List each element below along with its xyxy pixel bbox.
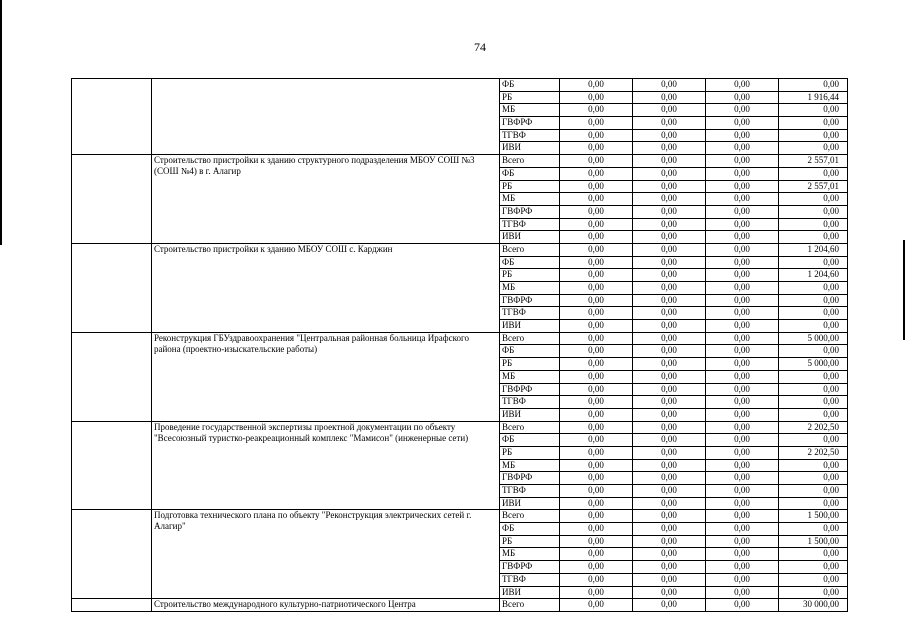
funding-source: ГВФРФ (500, 472, 560, 485)
funding-source: ФБ (500, 523, 560, 536)
amount-v3: 0,00 (706, 243, 779, 256)
code-cell (72, 243, 152, 256)
amount-v4: 0,00 (779, 104, 848, 117)
amount-v4: 0,00 (779, 193, 848, 206)
code-cell (72, 205, 152, 218)
amount-v4: 0,00 (779, 408, 848, 421)
code-cell (72, 408, 152, 421)
amount-v2: 0,00 (633, 218, 706, 231)
amount-v1: 0,00 (560, 256, 633, 269)
amount-v2: 0,00 (633, 446, 706, 459)
funding-source: ТГВФ (500, 573, 560, 586)
amount-v3: 0,00 (706, 586, 779, 599)
amount-v2: 0,00 (633, 599, 706, 612)
amount-v1: 0,00 (560, 117, 633, 130)
amount-v4: 0,00 (779, 497, 848, 510)
funding-source: РБ (500, 358, 560, 371)
page-number: 74 (474, 40, 486, 54)
amount-v4: 0,00 (779, 320, 848, 333)
amount-v3: 0,00 (706, 205, 779, 218)
amount-v2: 0,00 (633, 155, 706, 168)
amount-v1: 0,00 (560, 320, 633, 333)
funding-source: ТГВФ (500, 129, 560, 142)
amount-v3: 0,00 (706, 294, 779, 307)
amount-v4: 0,00 (779, 523, 848, 536)
amount-v4: 2 557,01 (779, 180, 848, 193)
code-cell (72, 535, 152, 548)
code-cell (72, 117, 152, 130)
amount-v2: 0,00 (633, 485, 706, 498)
funding-source: ТГВФ (500, 218, 560, 231)
code-cell (72, 91, 152, 104)
amount-v4: 2 202,50 (779, 421, 848, 434)
amount-v2: 0,00 (633, 421, 706, 434)
amount-v4: 30 000,00 (779, 599, 848, 612)
amount-v4: 1 916,44 (779, 91, 848, 104)
amount-v3: 0,00 (706, 548, 779, 561)
code-cell (72, 180, 152, 193)
funding-source: ТГВФ (500, 396, 560, 409)
code-cell (72, 256, 152, 269)
amount-v2: 0,00 (633, 497, 706, 510)
amount-v2: 0,00 (633, 434, 706, 447)
code-cell (72, 459, 152, 472)
amount-v1: 0,00 (560, 586, 633, 599)
amount-v4: 2 202,50 (779, 446, 848, 459)
amount-v2: 0,00 (633, 573, 706, 586)
amount-v4: 0,00 (779, 345, 848, 358)
amount-v4: 0,00 (779, 586, 848, 599)
project-title (152, 79, 500, 155)
amount-v4: 0,00 (779, 129, 848, 142)
amount-v3: 0,00 (706, 358, 779, 371)
code-cell (72, 332, 152, 345)
amount-v4: 0,00 (779, 231, 848, 244)
amount-v1: 0,00 (560, 345, 633, 358)
funding-source: ГВФРФ (500, 117, 560, 130)
amount-v2: 0,00 (633, 282, 706, 295)
funding-source: РБ (500, 269, 560, 282)
funding-source: ФБ (500, 434, 560, 447)
amount-v2: 0,00 (633, 307, 706, 320)
funding-source: ИВИ (500, 497, 560, 510)
code-cell (72, 79, 152, 92)
funding-source: Всего (500, 510, 560, 523)
amount-v1: 0,00 (560, 383, 633, 396)
amount-v1: 0,00 (560, 599, 633, 612)
amount-v4: 0,00 (779, 548, 848, 561)
amount-v1: 0,00 (560, 205, 633, 218)
code-cell (72, 294, 152, 307)
amount-v2: 0,00 (633, 167, 706, 180)
amount-v2: 0,00 (633, 561, 706, 574)
amount-v2: 0,00 (633, 142, 706, 155)
funding-source: МБ (500, 282, 560, 295)
code-cell (72, 396, 152, 409)
funding-source: МБ (500, 459, 560, 472)
funding-source: ИВИ (500, 408, 560, 421)
project-title: Подготовка технического плана по объекту "Реконструкция электрических сетей г. Алагир" (152, 510, 500, 599)
budget-table-body (72, 79, 848, 612)
amount-v3: 0,00 (706, 561, 779, 574)
amount-v4: 1 204,60 (779, 243, 848, 256)
amount-v1: 0,00 (560, 282, 633, 295)
funding-source: Всего (500, 243, 560, 256)
amount-v2: 0,00 (633, 459, 706, 472)
amount-v2: 0,00 (633, 510, 706, 523)
amount-v1: 0,00 (560, 497, 633, 510)
amount-v1: 0,00 (560, 91, 633, 104)
funding-source: РБ (500, 91, 560, 104)
amount-v1: 0,00 (560, 358, 633, 371)
table-row (72, 421, 848, 434)
code-cell (72, 434, 152, 447)
amount-v4: 0,00 (779, 561, 848, 574)
amount-v1: 0,00 (560, 408, 633, 421)
funding-source: ГВФРФ (500, 294, 560, 307)
amount-v2: 0,00 (633, 332, 706, 345)
amount-v4: 0,00 (779, 167, 848, 180)
amount-v1: 0,00 (560, 218, 633, 231)
amount-v4: 0,00 (779, 205, 848, 218)
funding-source: РБ (500, 446, 560, 459)
amount-v2: 0,00 (633, 408, 706, 421)
amount-v1: 0,00 (560, 243, 633, 256)
funding-source: ТГВФ (500, 485, 560, 498)
amount-v1: 0,00 (560, 535, 633, 548)
amount-v2: 0,00 (633, 370, 706, 383)
amount-v3: 0,00 (706, 155, 779, 168)
amount-v4: 0,00 (779, 383, 848, 396)
amount-v1: 0,00 (560, 79, 633, 92)
amount-v4: 0,00 (779, 472, 848, 485)
amount-v2: 0,00 (633, 243, 706, 256)
amount-v4: 0,00 (779, 142, 848, 155)
funding-source: Всего (500, 421, 560, 434)
amount-v1: 0,00 (560, 548, 633, 561)
code-cell (72, 561, 152, 574)
amount-v1: 0,00 (560, 231, 633, 244)
code-cell (72, 370, 152, 383)
code-cell (72, 155, 152, 168)
amount-v1: 0,00 (560, 180, 633, 193)
funding-source: ФБ (500, 167, 560, 180)
amount-v3: 0,00 (706, 117, 779, 130)
code-cell (72, 599, 152, 612)
amount-v2: 0,00 (633, 269, 706, 282)
amount-v4: 0,00 (779, 370, 848, 383)
amount-v2: 0,00 (633, 104, 706, 117)
code-cell (72, 231, 152, 244)
project-title: Проведение государственной экспертизы проектной документации по объекту "Всесоюзный туристко-реакреационный комплекс "Мамисон" (инженерные сети) (152, 421, 500, 510)
amount-v3: 0,00 (706, 269, 779, 282)
code-cell (72, 421, 152, 434)
amount-v4: 0,00 (779, 396, 848, 409)
amount-v2: 0,00 (633, 117, 706, 130)
table-row (72, 510, 848, 523)
amount-v2: 0,00 (633, 256, 706, 269)
amount-v1: 0,00 (560, 307, 633, 320)
code-cell (72, 497, 152, 510)
amount-v1: 0,00 (560, 193, 633, 206)
code-cell (72, 383, 152, 396)
amount-v1: 0,00 (560, 485, 633, 498)
code-cell (72, 193, 152, 206)
amount-v3: 0,00 (706, 142, 779, 155)
amount-v1: 0,00 (560, 142, 633, 155)
amount-v4: 0,00 (779, 459, 848, 472)
code-cell (72, 320, 152, 333)
amount-v3: 0,00 (706, 408, 779, 421)
amount-v4: 1 500,00 (779, 535, 848, 548)
amount-v1: 0,00 (560, 523, 633, 536)
amount-v1: 0,00 (560, 155, 633, 168)
amount-v1: 0,00 (560, 167, 633, 180)
code-cell (72, 307, 152, 320)
amount-v4: 0,00 (779, 294, 848, 307)
code-cell (72, 282, 152, 295)
amount-v2: 0,00 (633, 523, 706, 536)
funding-source: ГВФРФ (500, 205, 560, 218)
amount-v3: 0,00 (706, 421, 779, 434)
code-cell (72, 472, 152, 485)
funding-source: ИВИ (500, 142, 560, 155)
amount-v3: 0,00 (706, 510, 779, 523)
code-cell (72, 446, 152, 459)
funding-source: МБ (500, 193, 560, 206)
amount-v3: 0,00 (706, 282, 779, 295)
amount-v2: 0,00 (633, 586, 706, 599)
amount-v4: 0,00 (779, 79, 848, 92)
table-row (72, 155, 848, 168)
code-cell (72, 485, 152, 498)
amount-v3: 0,00 (706, 446, 779, 459)
amount-v2: 0,00 (633, 345, 706, 358)
amount-v2: 0,00 (633, 358, 706, 371)
table-row (72, 599, 848, 612)
amount-v4: 0,00 (779, 218, 848, 231)
project-title: Строительство пристройки к зданию структурного подразделения МБОУ СОШ №3 (СОШ №4) в г. Алагир (152, 155, 500, 244)
amount-v3: 0,00 (706, 256, 779, 269)
amount-v2: 0,00 (633, 91, 706, 104)
funding-source: РБ (500, 535, 560, 548)
funding-source: ФБ (500, 256, 560, 269)
amount-v3: 0,00 (706, 307, 779, 320)
code-cell (72, 345, 152, 358)
amount-v3: 0,00 (706, 320, 779, 333)
amount-v2: 0,00 (633, 129, 706, 142)
amount-v1: 0,00 (560, 459, 633, 472)
amount-v1: 0,00 (560, 446, 633, 459)
amount-v1: 0,00 (560, 434, 633, 447)
amount-v3: 0,00 (706, 91, 779, 104)
amount-v3: 0,00 (706, 231, 779, 244)
amount-v1: 0,00 (560, 561, 633, 574)
amount-v2: 0,00 (633, 294, 706, 307)
amount-v4: 2 557,01 (779, 155, 848, 168)
table-row (72, 243, 848, 256)
amount-v2: 0,00 (633, 548, 706, 561)
funding-source: ФБ (500, 79, 560, 92)
amount-v4: 0,00 (779, 573, 848, 586)
table-row (72, 79, 848, 92)
project-title: Строительство пристройки к зданию МБОУ СОШ с. Карджин (152, 243, 500, 332)
funding-source: ГВФРФ (500, 383, 560, 396)
funding-source: МБ (500, 548, 560, 561)
code-cell (72, 523, 152, 536)
amount-v3: 0,00 (706, 485, 779, 498)
amount-v3: 0,00 (706, 79, 779, 92)
code-cell (72, 218, 152, 231)
amount-v4: 1 500,00 (779, 510, 848, 523)
code-cell (72, 167, 152, 180)
amount-v1: 0,00 (560, 370, 633, 383)
funding-source: Всего (500, 599, 560, 612)
amount-v3: 0,00 (706, 434, 779, 447)
amount-v4: 0,00 (779, 307, 848, 320)
amount-v3: 0,00 (706, 104, 779, 117)
amount-v2: 0,00 (633, 79, 706, 92)
amount-v2: 0,00 (633, 193, 706, 206)
funding-source: Всего (500, 332, 560, 345)
amount-v1: 0,00 (560, 294, 633, 307)
amount-v2: 0,00 (633, 535, 706, 548)
code-cell (72, 358, 152, 371)
amount-v1: 0,00 (560, 472, 633, 485)
funding-source: РБ (500, 180, 560, 193)
amount-v3: 0,00 (706, 497, 779, 510)
scan-edge-left (0, 0, 2, 245)
amount-v3: 0,00 (706, 193, 779, 206)
amount-v2: 0,00 (633, 231, 706, 244)
amount-v3: 0,00 (706, 535, 779, 548)
amount-v4: 1 204,60 (779, 269, 848, 282)
funding-source: МБ (500, 370, 560, 383)
code-cell (72, 510, 152, 523)
amount-v3: 0,00 (706, 599, 779, 612)
code-cell (72, 586, 152, 599)
code-cell (72, 548, 152, 561)
funding-source: ИВИ (500, 231, 560, 244)
amount-v1: 0,00 (560, 332, 633, 345)
amount-v1: 0,00 (560, 510, 633, 523)
amount-v3: 0,00 (706, 523, 779, 536)
amount-v3: 0,00 (706, 345, 779, 358)
amount-v3: 0,00 (706, 472, 779, 485)
amount-v4: 5 000,00 (779, 332, 848, 345)
amount-v4: 0,00 (779, 485, 848, 498)
amount-v3: 0,00 (706, 396, 779, 409)
funding-source: ФБ (500, 345, 560, 358)
amount-v3: 0,00 (706, 383, 779, 396)
funding-source: ИВИ (500, 320, 560, 333)
funding-source: МБ (500, 104, 560, 117)
budget-table (71, 78, 848, 612)
amount-v4: 5 000,00 (779, 358, 848, 371)
funding-source: ТГВФ (500, 307, 560, 320)
project-title: Реконструкция ГБУздравоохранения "Центральная районная больница Ирафского района (проектно-изыскательские работы) (152, 332, 500, 421)
code-cell (72, 573, 152, 586)
amount-v3: 0,00 (706, 218, 779, 231)
amount-v3: 0,00 (706, 573, 779, 586)
amount-v3: 0,00 (706, 370, 779, 383)
funding-source: ГВФРФ (500, 561, 560, 574)
amount-v3: 0,00 (706, 180, 779, 193)
amount-v3: 0,00 (706, 129, 779, 142)
amount-v2: 0,00 (633, 472, 706, 485)
amount-v3: 0,00 (706, 459, 779, 472)
amount-v1: 0,00 (560, 269, 633, 282)
amount-v4: 0,00 (779, 282, 848, 295)
code-cell (72, 104, 152, 117)
amount-v4: 0,00 (779, 117, 848, 130)
code-cell (72, 269, 152, 282)
funding-source: ИВИ (500, 586, 560, 599)
amount-v4: 0,00 (779, 256, 848, 269)
amount-v2: 0,00 (633, 396, 706, 409)
table-row (72, 332, 848, 345)
amount-v3: 0,00 (706, 332, 779, 345)
code-cell (72, 142, 152, 155)
amount-v2: 0,00 (633, 180, 706, 193)
amount-v1: 0,00 (560, 129, 633, 142)
funding-source: Всего (500, 155, 560, 168)
amount-v1: 0,00 (560, 396, 633, 409)
amount-v2: 0,00 (633, 205, 706, 218)
code-cell (72, 129, 152, 142)
amount-v3: 0,00 (706, 167, 779, 180)
amount-v4: 0,00 (779, 434, 848, 447)
amount-v1: 0,00 (560, 421, 633, 434)
amount-v2: 0,00 (633, 383, 706, 396)
amount-v2: 0,00 (633, 320, 706, 333)
amount-v1: 0,00 (560, 104, 633, 117)
project-title: Строительство международного культурно-патриотического Центра (152, 599, 500, 612)
amount-v1: 0,00 (560, 573, 633, 586)
